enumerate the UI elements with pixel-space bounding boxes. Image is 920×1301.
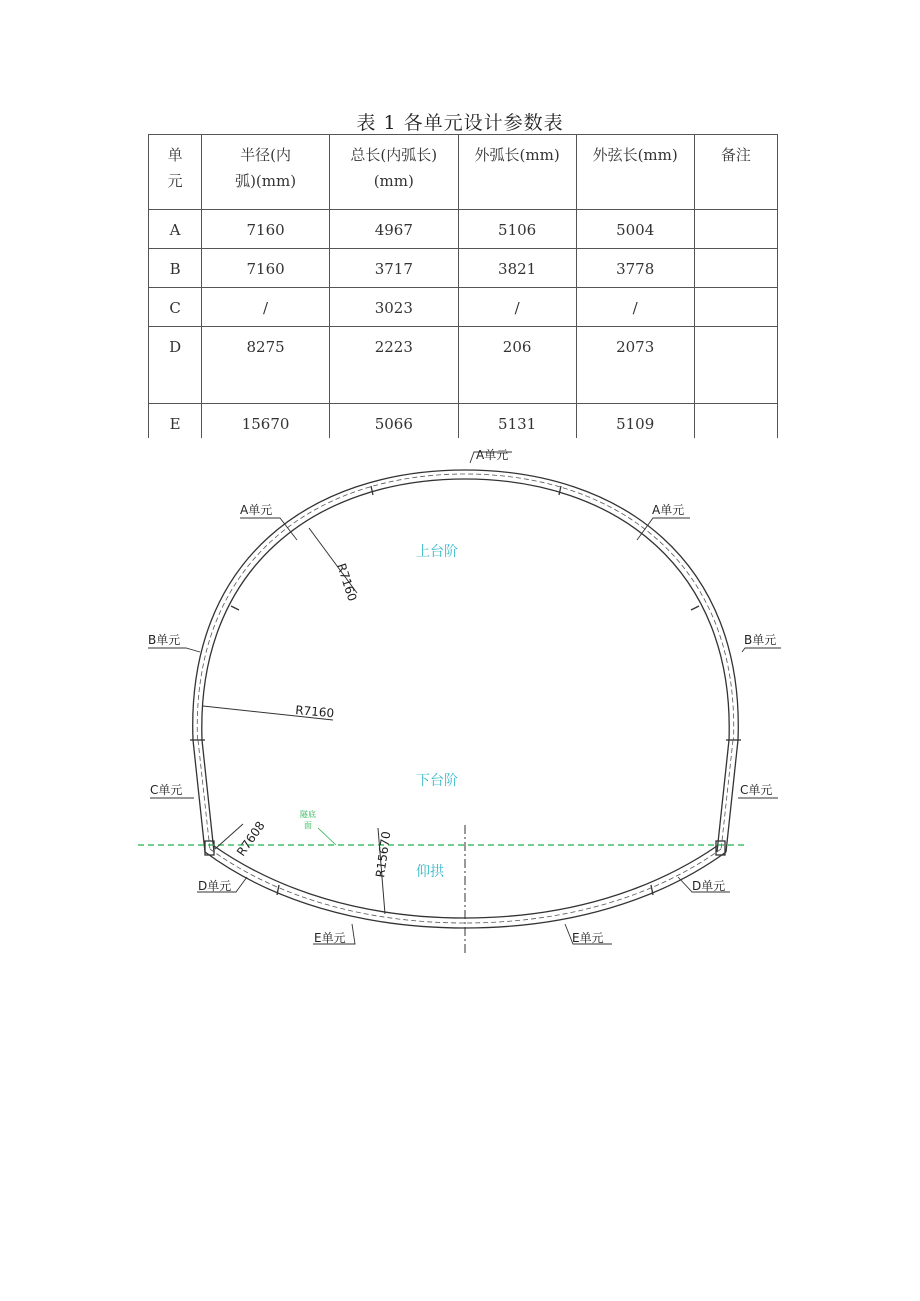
label-e-left: E单元 [314, 931, 346, 945]
cell-total-length: 3717 [329, 249, 458, 288]
label-b-right: B单元 [744, 633, 777, 647]
zone-invert: 仰拱 [416, 864, 444, 880]
header-total-length: 总长(内弧长) (mm) [329, 135, 458, 210]
table-row [149, 210, 778, 249]
header-outer-arc: 外弧长(mm) [458, 135, 576, 210]
label-a-top: A单元 [476, 448, 509, 462]
cell-outer-chord: 2073 [576, 327, 694, 404]
cell-total-length: 5066 [329, 404, 458, 438]
table-row [149, 404, 778, 438]
c-segment-right [717, 740, 738, 852]
label-d-right: D单元 [692, 879, 726, 893]
cell-remark [694, 404, 777, 438]
cell-outer-arc: / [458, 288, 576, 327]
cell-radius: 7160 [202, 249, 330, 288]
floor-note-line1: 隧底 [300, 810, 316, 819]
cell-total-length: 3023 [329, 288, 458, 327]
header-radius: 半径(内 弧)(mm) [202, 135, 330, 210]
cell-outer-chord: 5109 [576, 404, 694, 438]
table-row [149, 327, 778, 404]
radius-label-r3: R7608 [233, 818, 268, 859]
table-caption: 表 1 各单元设计参数表 [356, 112, 564, 134]
cell-unit: D [149, 327, 202, 404]
cell-radius: 8275 [202, 327, 330, 404]
zone-upper-bench: 上台阶 [416, 544, 458, 560]
cell-radius: 15670 [202, 404, 330, 438]
cell-unit: E [149, 404, 202, 438]
label-a-left: A单元 [240, 503, 273, 517]
cell-outer-arc: 5106 [458, 210, 576, 249]
label-b-left: B单元 [148, 633, 181, 647]
floor-note-line2: 面 [304, 821, 312, 830]
cell-outer-arc: 5131 [458, 404, 576, 438]
cell-remark [694, 249, 777, 288]
radius-label-r1: R7160 [334, 561, 360, 603]
table-header-row [149, 135, 778, 210]
label-e-right: E单元 [572, 931, 604, 945]
cell-unit: C [149, 288, 202, 327]
design-parameter-table [148, 134, 778, 438]
table-row [149, 288, 778, 327]
cell-outer-arc: 3821 [458, 249, 576, 288]
radius-label-r4: R15670 [373, 830, 394, 879]
cell-radius: 7160 [202, 210, 330, 249]
cell-total-length: 2223 [329, 327, 458, 404]
label-c-left: C单元 [150, 783, 183, 797]
cell-outer-chord: / [576, 288, 694, 327]
zone-lower-bench: 下台阶 [416, 773, 458, 789]
header-unit: 单 元 [149, 135, 202, 210]
header-remark: 备注 [694, 135, 777, 210]
cell-total-length: 4967 [329, 210, 458, 249]
cell-outer-chord: 5004 [576, 210, 694, 249]
label-c-right: C单元 [740, 783, 773, 797]
cell-unit: B [149, 249, 202, 288]
arch-inner [202, 479, 729, 740]
cell-radius: / [202, 288, 330, 327]
cell-outer-chord: 3778 [576, 249, 694, 288]
label-a-right: A单元 [652, 503, 685, 517]
cell-remark [694, 210, 777, 249]
label-d-left: D单元 [198, 879, 232, 893]
header-outer-chord: 外弦长(mm) [576, 135, 694, 210]
cell-unit: A [149, 210, 202, 249]
cell-remark [694, 327, 777, 404]
tunnel-section-drawing [0, 440, 920, 965]
radius-label-r2: R7160 [294, 703, 335, 721]
c-segment-left [193, 740, 214, 852]
cell-outer-arc: 206 [458, 327, 576, 404]
cell-remark [694, 288, 777, 327]
table-row [149, 249, 778, 288]
